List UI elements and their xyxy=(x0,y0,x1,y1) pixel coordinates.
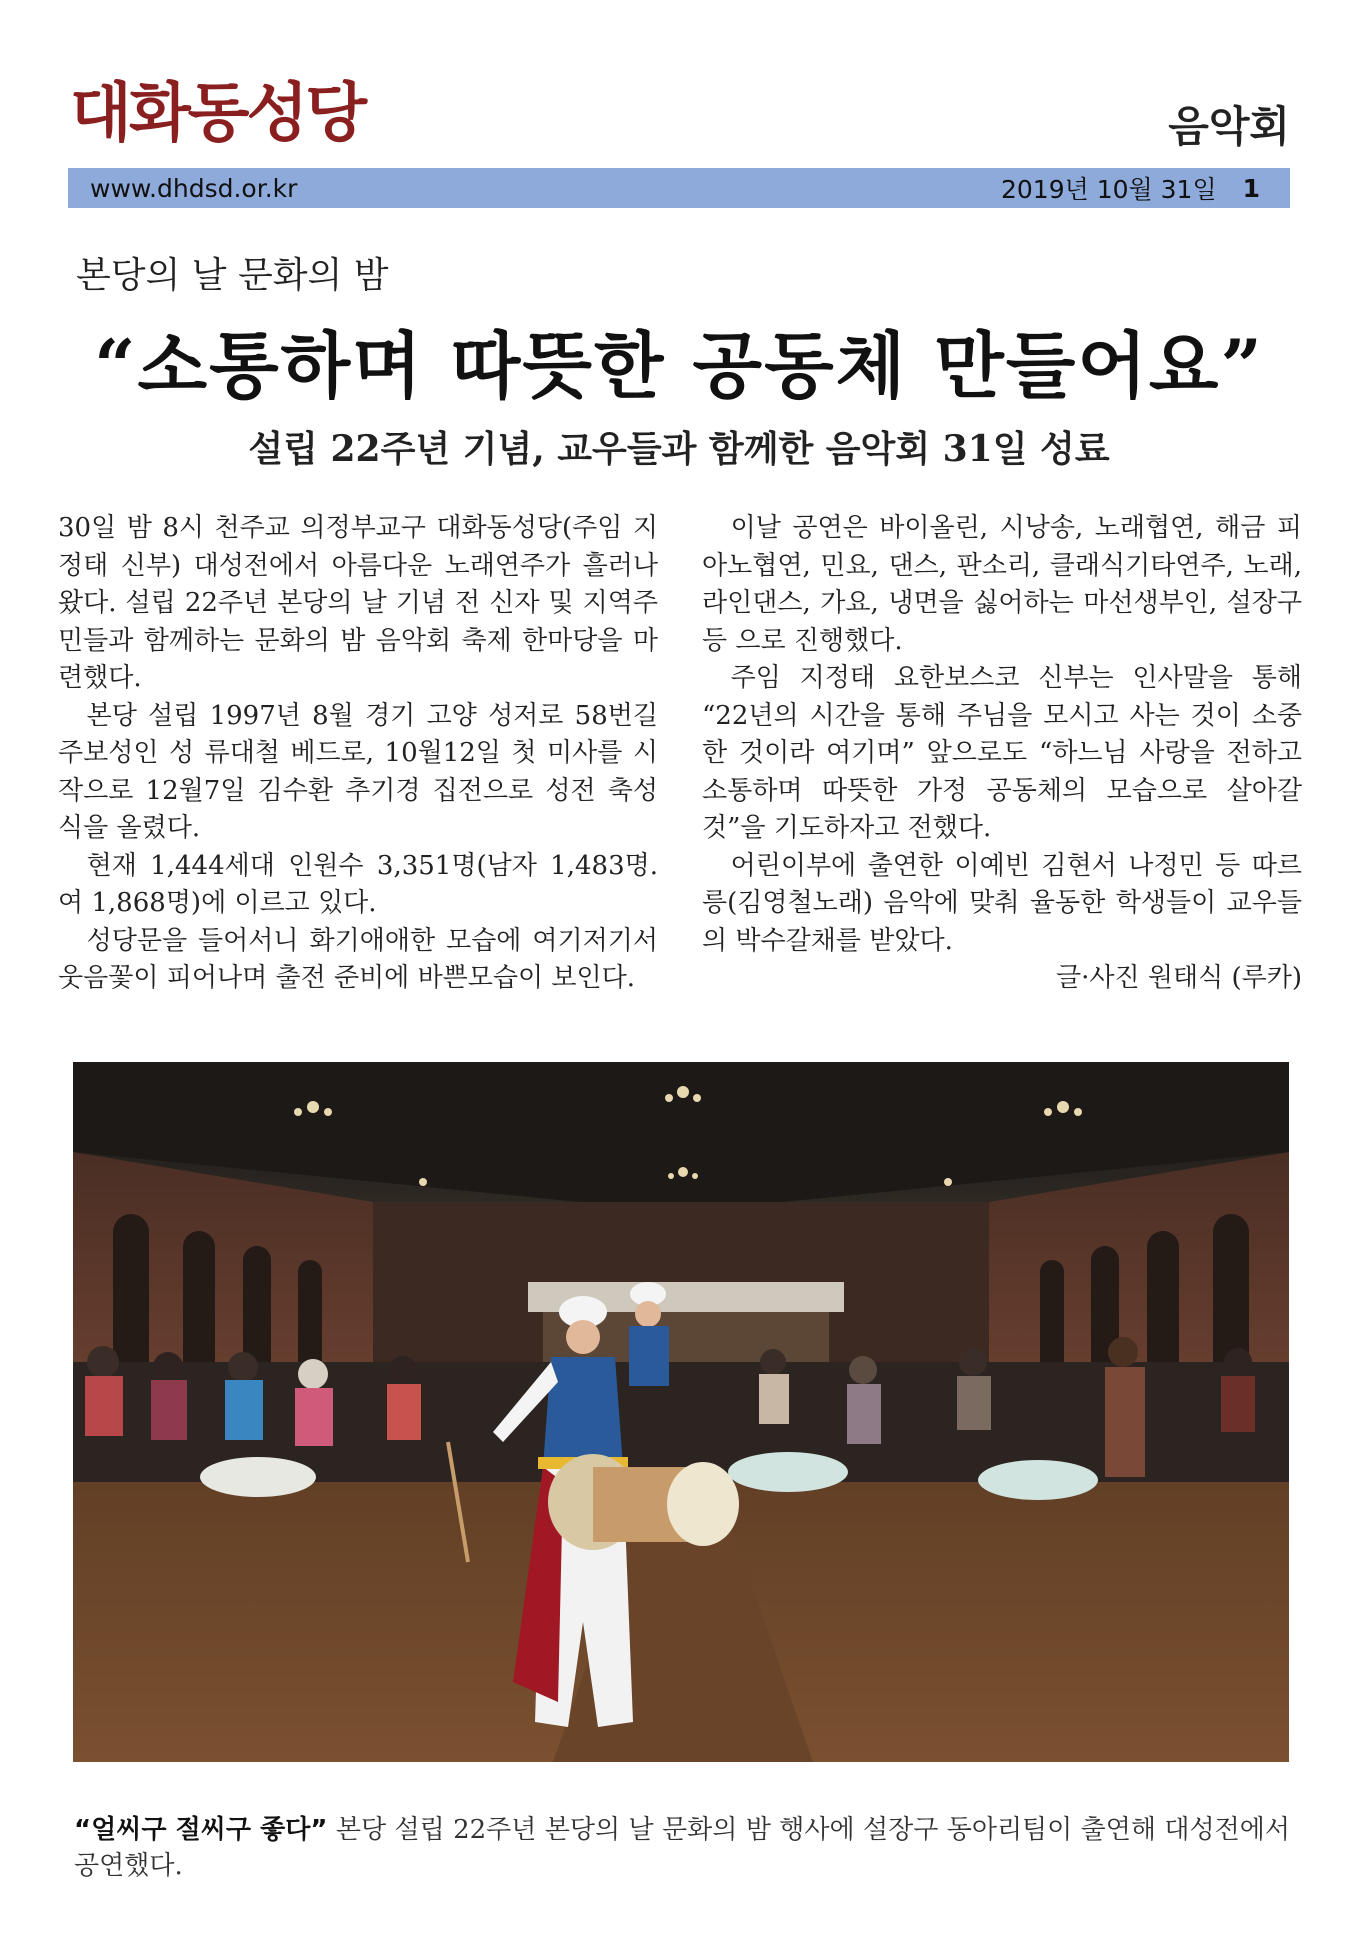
byline: 글·사진 원태식 (루카) xyxy=(1055,963,1302,993)
event-photo xyxy=(73,1062,1289,1762)
caption-text: 본당 설립 22주년 본당의 날 문화의 밤 행사에 설장구 동아리팀이 출연해 대성전에서 공연했다. xyxy=(74,1815,1290,1881)
masthead-name: 대화동성당 xyxy=(70,77,365,151)
body-column-right xyxy=(702,510,1302,998)
paragraph: 주임 지정태 요한보스코 신부는 인사말을 통해 “22년의 시간을 통해 주님을 모시고 사는 것이 소중한 것이라 여기며” 앞으로도 “하느님 사랑을 전하고 소통하며 따뜻한 가정 공동체의 모습으로 살아갈 것”을 기도하자고 전했다. xyxy=(702,663,1302,843)
article-headline: “소통하며 따뜻한 공동체 만들어요” xyxy=(94,323,1264,408)
caption-quote: “얼씨구 절씨구 좋다” xyxy=(74,1815,328,1845)
paragraph: 본당 설립 1997년 8월 경기 고양 성저로 58번길 주보성인 성 류대철 베드로, 10월12일 첫 미사를 시작으로 12월7일 김수환 추기경 집전으로 성전 축성식을 올렸다. xyxy=(58,700,658,843)
website-link[interactable]: www.dhdsd.or.kr xyxy=(90,173,298,203)
info-bar xyxy=(68,168,1290,208)
paragraph: 현재 1,444세대 인원수 3,351명(남자 1,483명. 여 1,868명)에 이르고 있다. xyxy=(58,850,658,918)
article-kicker: 본당의 날 문화의 밤 xyxy=(76,255,389,296)
paragraph: 이날 공연은 바이올린, 시낭송, 노래협연, 해금 피아노협연, 민요, 댄스, 판소리, 클래식기타연주, 노래, 라인댄스, 가요, 냉면을 싫어하는 마선생부인, 설장구 등 으로 진행했다. xyxy=(702,513,1302,656)
paragraph: 성당문을 들어서니 화기애애한 모습에 여기저기서 웃음꽃이 피어나며 출전 준비에 바쁜모습이 보인다. xyxy=(58,925,658,993)
masthead-section: 음악회 xyxy=(1168,102,1290,151)
paragraph: 어린이부에 출연한 이예빈 김현서 나정민 등 따르릉(김영철노래) 음악에 맞춰 율동한 학생들이 교우들의 박수갈채를 받았다. xyxy=(702,850,1302,956)
body-column-left xyxy=(58,510,658,998)
paragraph: 30일 밤 8시 천주교 의정부교구 대화동성당(주임 지정태 신부) 대성전에서 아름다운 노래연주가 흘러나왔다. 설립 22주년 본당의 날 기념 전 신자 및 지역주민들과 함께하는 문화의 밤 음악회 축제 한마당을 마련했다. xyxy=(58,513,658,693)
article-subhead: 설립 22주년 기념, 교우들과 함께한 음악회 31일 성료 xyxy=(248,428,1110,470)
issue-date: 2019년 10월 31일 xyxy=(1001,175,1217,204)
photo-caption xyxy=(74,1812,1290,1884)
page-number: 1 xyxy=(1242,173,1260,203)
